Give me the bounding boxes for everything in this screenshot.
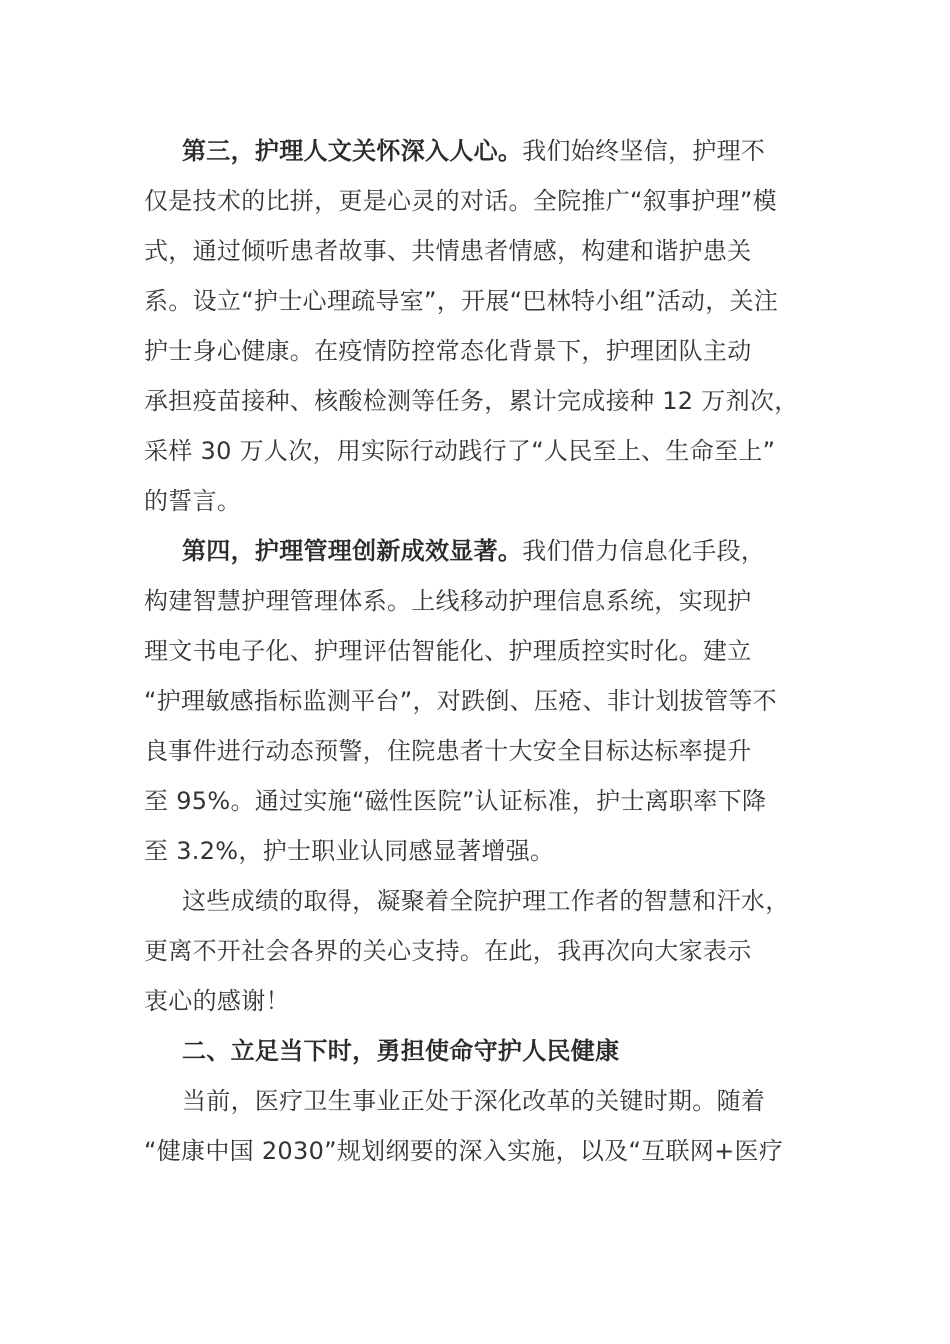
paragraph-text: 我们借力信息化手段，	[522, 537, 766, 565]
paragraph-line: 的誓言。	[144, 487, 242, 515]
paragraph-line: 当前，医疗卫生事业正处于深化改革的关键时期。随着	[182, 1087, 766, 1115]
document-body	[144, 126, 806, 1176]
paragraph-line: 这些成绩的取得，凝聚着全院护理工作者的智慧和汗水，	[182, 887, 790, 915]
section-heading: 二、立足当下时，勇担使命守护人民健康	[182, 1037, 620, 1065]
paragraph-line: 式，通过倾听患者故事、共情患者情感，构建和谐护患关	[144, 237, 752, 265]
paragraph-current-situation	[144, 1076, 806, 1176]
paragraph-lead: 第四，护理管理创新成效显著。	[182, 537, 523, 565]
paragraph-gratitude	[144, 876, 806, 1026]
paragraph-nursing-humanistic-care	[144, 126, 806, 526]
paragraph-line: 衷心的感谢！	[144, 987, 290, 1015]
paragraph-line: “护理敏感指标监测平台”，对跌倒、压疮、非计划拔管等不	[144, 687, 777, 715]
paragraph-line: 采样 30 万人次，用实际行动践行了“人民至上、生命至上”	[144, 437, 776, 465]
paragraph-nursing-management-innovation	[144, 526, 806, 876]
paragraph-line: 理文书电子化、护理评估智能化、护理质控实时化。建立	[144, 637, 752, 665]
paragraph-line: 良事件进行动态预警，住院患者十大安全目标达标率提升	[144, 737, 752, 765]
paragraph-line: 至 95%。通过实施“磁性医院”认证标准，护士离职率下降	[144, 787, 767, 815]
paragraph-line: “健康中国 2030”规划纲要的深入实施，以及“互联网+医疗	[144, 1137, 784, 1165]
paragraph-text: 我们始终坚信，护理不	[522, 137, 766, 165]
paragraph-line: 构建智慧护理管理体系。上线移动护理信息系统，实现护	[144, 587, 752, 615]
paragraph-lead: 第三，护理人文关怀深入人心。	[182, 137, 523, 165]
paragraph-line: 仅是技术的比拼，更是心灵的对话。全院推广“叙事护理”模	[144, 187, 777, 215]
paragraph-line: 更离不开社会各界的关心支持。在此，我再次向大家表示	[144, 937, 752, 965]
paragraph-line	[144, 526, 806, 576]
paragraph-line: 承担疫苗接种、核酸检测等任务，累计完成接种 12 万剂次，	[144, 387, 799, 415]
paragraph-line: 至 3.2%，护士职业认同感显著增强。	[144, 837, 555, 865]
paragraph-line: 系。设立“护士心理疏导室”，开展“巴林特小组”活动，关注	[144, 287, 779, 315]
paragraph-line: 护士身心健康。在疫情防控常态化背景下，护理团队主动	[144, 337, 752, 365]
paragraph-line	[144, 126, 806, 176]
